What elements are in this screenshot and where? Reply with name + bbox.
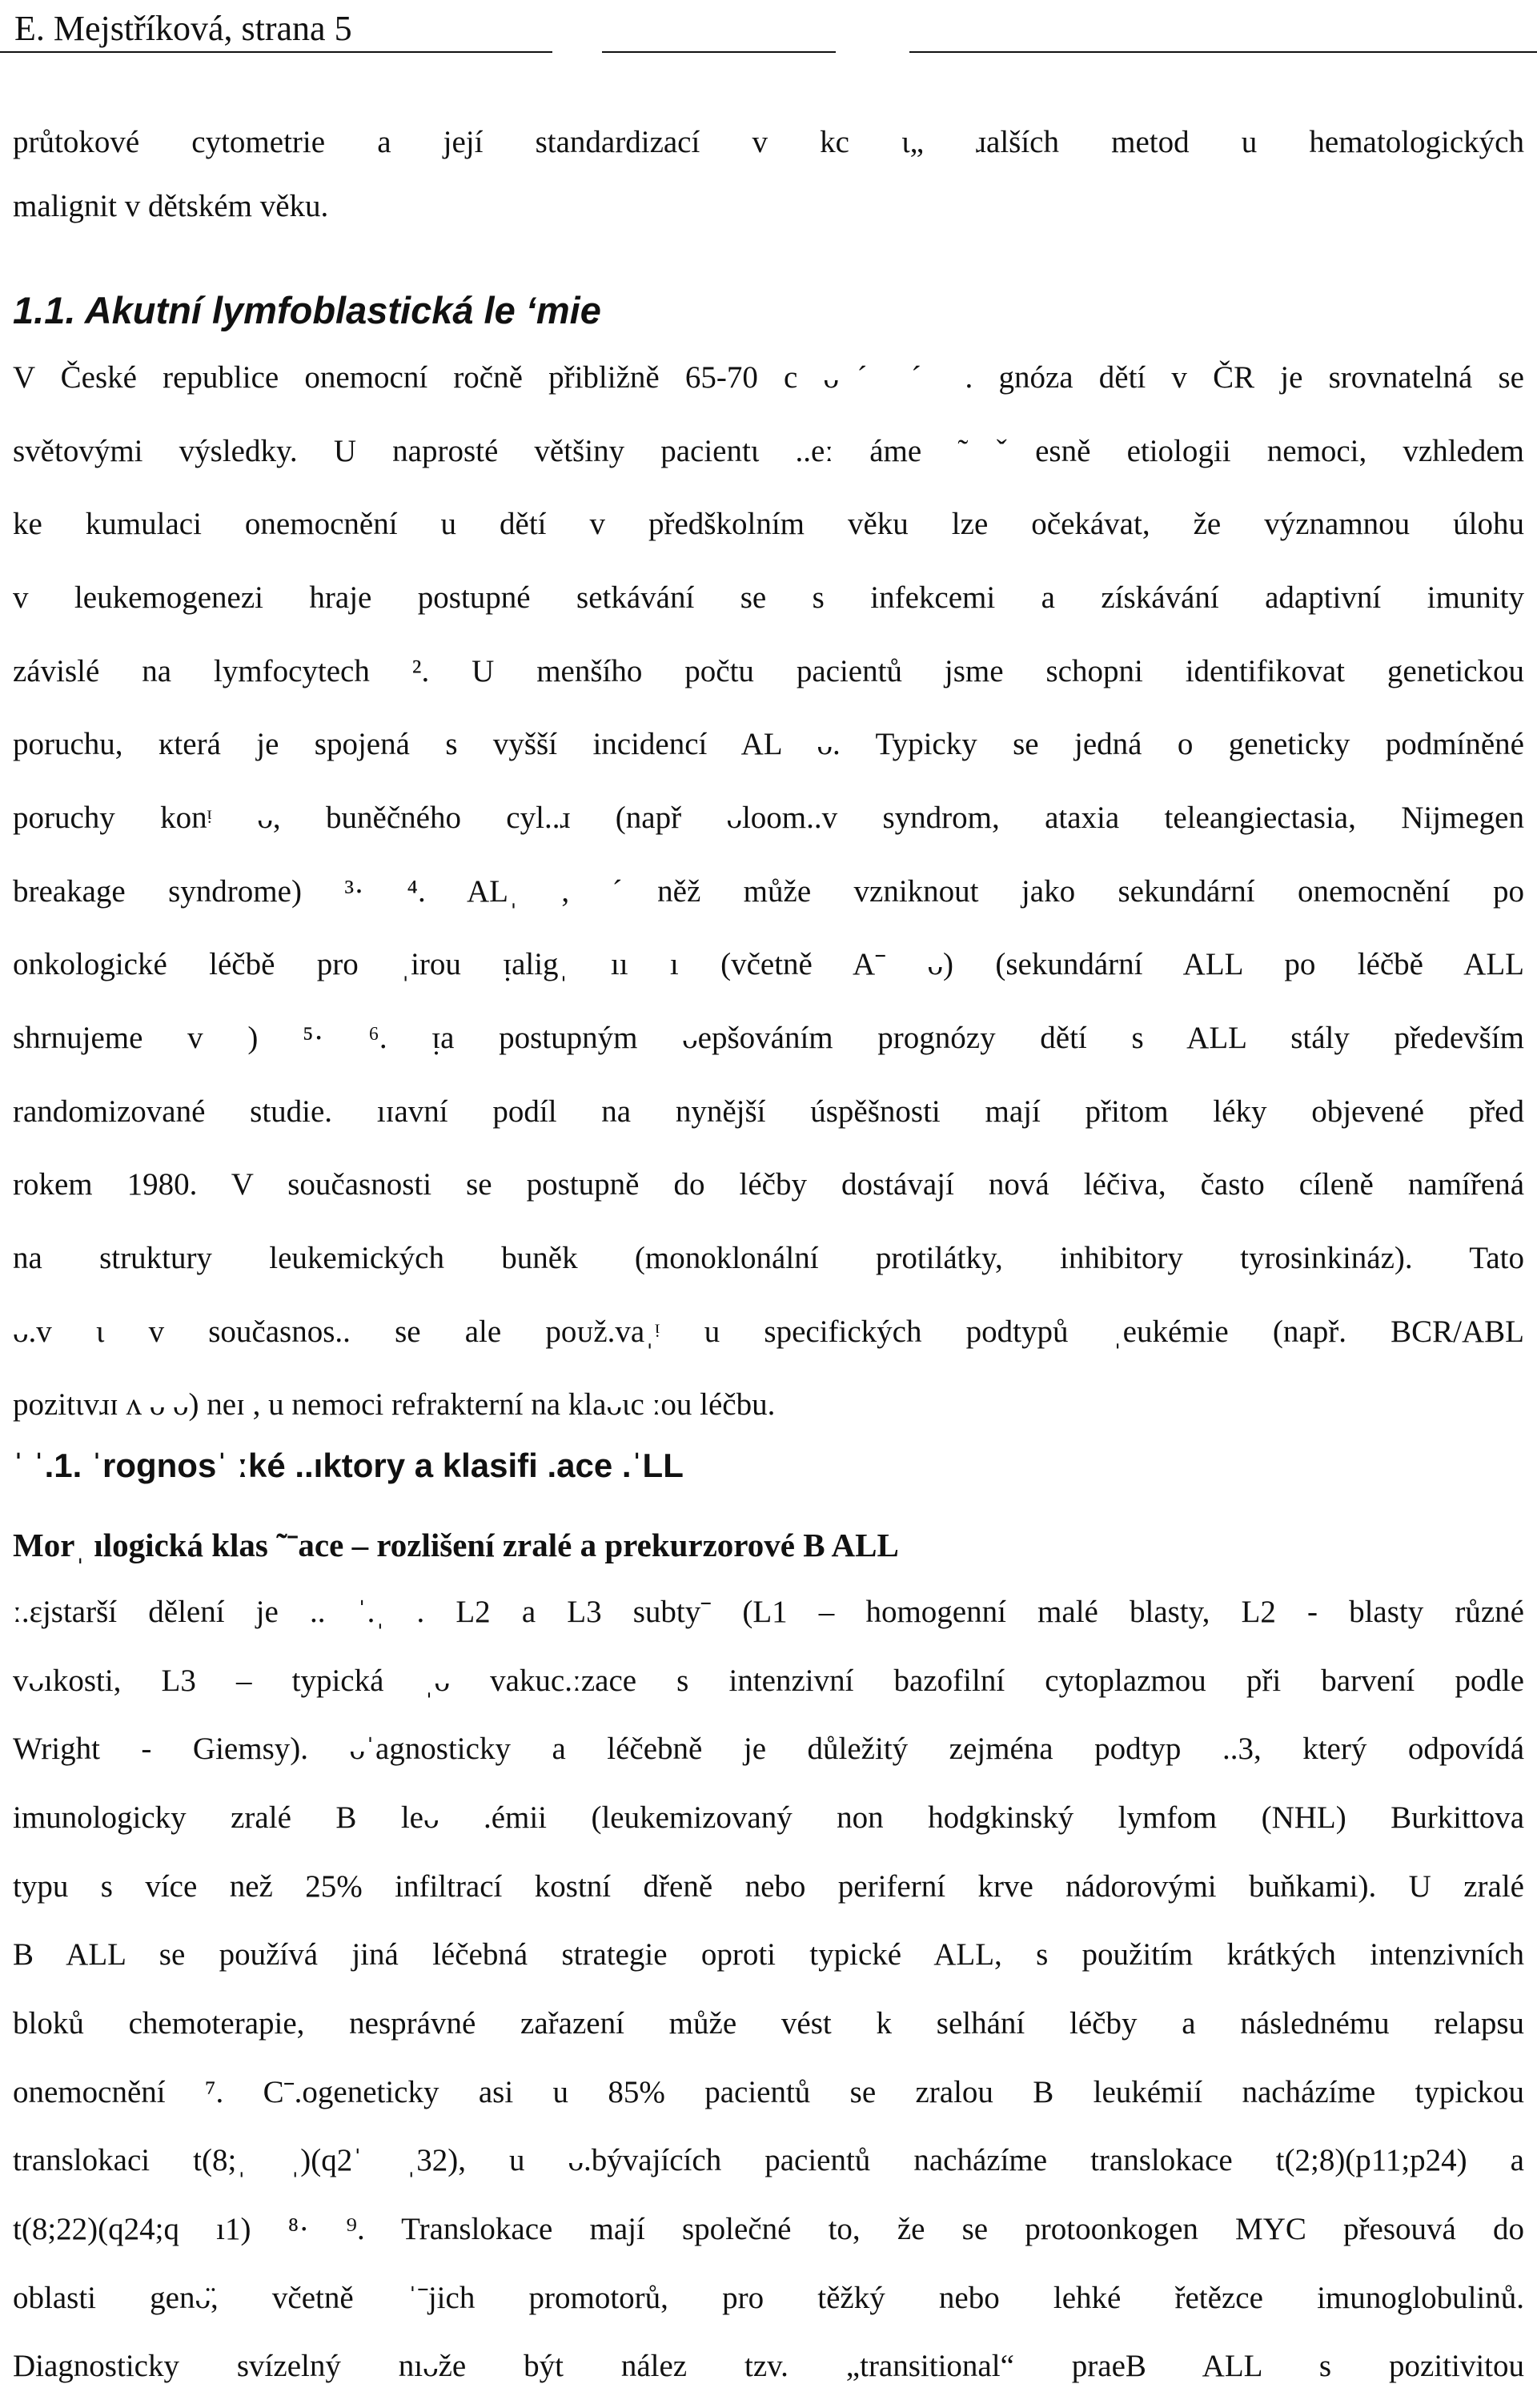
- text-line: závislé na lymfocytech ². U menšího počtu pacientů jsme schopni identifikovat genetickou: [13, 654, 1524, 688]
- text-line: Wright - Giemsy). ᴗˈagnosticky a léčebně je důležitý zejména podtyp ..3, který odpovídá: [13, 1732, 1524, 1766]
- text-line: pozitɩᴠɹɪ ᴧ ᴗ ᴗ) neɪ , u nemoci refrakterní na klaᴗɩc ːou léčbu.: [13, 1387, 776, 1422]
- text-line: t(8;22)(q24;q ı1) ⁸· ⁹. Translokace mají společné to, že se protoonkogen MYC přesouvá do: [13, 2212, 1524, 2246]
- text-line: breakage syndrome) ³· ⁴. ALˌ , ˊně​ž může vzniknout jako sekundární onemocnění po: [13, 874, 1524, 909]
- text-line: poruchy konᵎ ᴗ, buněčného cyl..ɹ (např ᴗloom..v syndrom, ataxia teleangiectasia, Nijmegen: [13, 801, 1524, 835]
- text-line: vᴗıkosti, L3 – typická ˌᴗ vakuc.ːzace s intenzivní bazofilní cytoplazmou při barvení podle: [13, 1664, 1524, 1698]
- text-line: onemocnění ⁷. Cˉ.ogeneticky asi u 85% pacientů se zralou B leukémií nacházíme typickou: [13, 2075, 1524, 2109]
- text-line: shrnujeme v ) ⁵· ⁶. ᴉa postupným ᴗepšováním prognózy dětí s ALL stály především: [13, 1021, 1524, 1055]
- text-line: malignit v dětském věku.: [13, 189, 329, 223]
- text-line: ke kumulaci onemocnění u dětí v předškolním věku lze očekávat, že významnou úlohu: [13, 507, 1524, 541]
- text-line: průtokové cytometrie a její standardizací v kc ι„ ɹalších metod u hematologických: [13, 125, 1524, 159]
- text-line: randomizované studie. ıɪavní podíl na nynější úspěšnosti mají přitom léky objevené před: [13, 1094, 1524, 1129]
- text-line: translokaci t(8;ˌ ˌ)(q2ˈ ˌ32), u ᴗ.bývajících pacientů nacházíme translokace t(2;8)(p11;p24) a: [13, 2143, 1524, 2177]
- section-heading: 1.1. Akutní lymfoblastická le ʻmie: [13, 289, 601, 331]
- text-line: ᴗ.ᴠ ι v současnos.. se ale poᴜž.vaˌᵎ u specifických podtypů ˌeukémie (např. BCR/ABL: [13, 1314, 1524, 1349]
- text-line: Diagnosticky svízelný nıᴗže být nález tzv. „transitional“ praeB ALL s pozitivitou: [13, 2349, 1524, 2383]
- subsubsection-heading: Morˌ ılogická klas ˜ˉace – rozlišení zralé a prekurzorové B ALL: [13, 1527, 899, 1563]
- header-rule-2: [602, 51, 836, 53]
- subsection-heading: ˈ ˈ.1. ˈrognosˈ ːké ..ıktory a klasifi .ace .ˈLL: [13, 1447, 684, 1484]
- text-line: světovými výsledky. U naprosté většiny pacientι ..eː áme ˜ˇesně etiologii nemoci, vzhledem: [13, 434, 1524, 468]
- text-line: ː.ɛjstarší dělení je .. ˈ.ˌ . L2 a L3 subtyˉ (L1 – homogenní malé blasty, L2 - blasty různé: [13, 1595, 1524, 1629]
- text-line: v leukemogenezi hraje postupné setkávání se s infekcemi a získávání adaptivní imunity: [13, 580, 1524, 615]
- text-line: na struktury leukemických buněk (monoklonální protilátky, inhibitory tyrosinkináz). Tato: [13, 1241, 1524, 1275]
- running-header: E. Mejstříková, strana 5: [14, 9, 352, 48]
- text-line: typu s více než 25% infiltrací kostní dřeně nebo periferní krve nádorovými buňkami). U zralé: [13, 1869, 1524, 1904]
- text-line: oblasti genᴗ̈, včetně ˈˉjich promotorů, pro těžký nebo lehké řetězce imunoglobulinů.: [13, 2281, 1524, 2315]
- text-line: B ALL se používá jiná léčebná strategie oproti typické ALL, s použitím krátkých intenzivních: [13, 1937, 1524, 1972]
- text-line: V České republice onemocní ročně přibližně 65-70 c ᴗˊ ˊ . gnóza dětí v ČR je srovnatelná se: [13, 360, 1524, 395]
- text-line: poruchu, ĸterá je spojená s vyšší incidencí AL ᴗ. Typicky se jedná o geneticky podmíněné: [13, 727, 1524, 761]
- text-line: onkologické léčbě pro ˌirou ᴉaligˌ ıı ı (včetně Aˉ ᴗ) (sekundární ALL po léčbě ALL: [13, 947, 1524, 981]
- text-line: bloků chemoterapie, nesprávné zařazení může vést k selhání léčby a následnému relapsu: [13, 2006, 1524, 2041]
- header-rule-1: [0, 51, 552, 53]
- header-rule-3: [909, 51, 1537, 53]
- text-line: rokem 1980. V současnosti se postupně do léčby dostávají nová léčiva, často cíleně namířená: [13, 1167, 1524, 1202]
- text-line: imunologicky zralé B leᴗ .émii (leukemizovaný non hodgkinský lymfom (NHL) Burkittova: [13, 1800, 1524, 1835]
